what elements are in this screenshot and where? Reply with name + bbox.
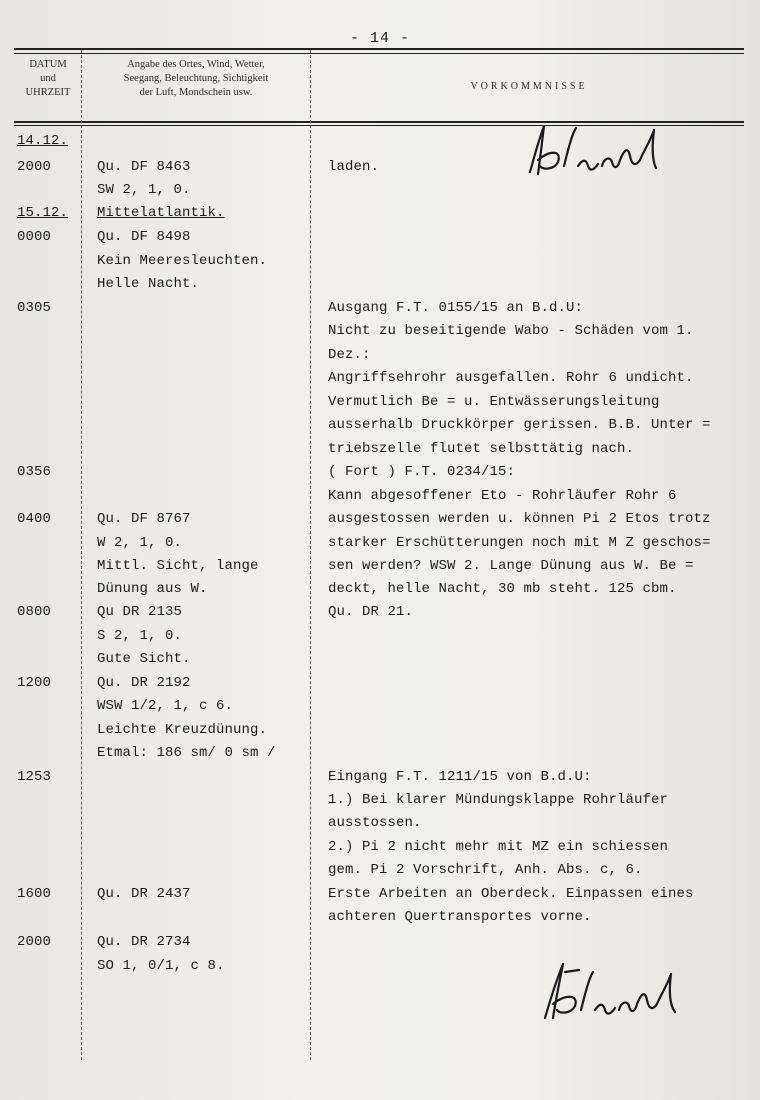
entry-place-line: Etmal: 186 sm/ 0 sm / bbox=[97, 745, 276, 761]
entry-event-line: Ausgang F.T. 0155/15 an B.d.U: bbox=[328, 300, 584, 316]
entry-event-line: Qu. DR 21. bbox=[328, 604, 414, 620]
entry-place-line: Qu. DF 8463 bbox=[97, 159, 191, 175]
entry-time: 0356 bbox=[17, 464, 52, 480]
signature-top bbox=[520, 120, 670, 180]
top-rule-thin bbox=[14, 53, 744, 54]
entry-time: 1600 bbox=[17, 886, 52, 902]
entry-time: 2000 bbox=[17, 934, 52, 950]
entry-time: 0305 bbox=[17, 300, 52, 316]
entry-time: 0800 bbox=[17, 604, 52, 620]
entry-place-line: Qu. DF 8767 bbox=[97, 511, 191, 527]
entry-place-line: Mittelatlantik. bbox=[97, 205, 225, 221]
header-date-column bbox=[16, 58, 80, 100]
entry-place-line: WSW 1/2, 1, c 6. bbox=[97, 698, 234, 714]
entry-time: 0400 bbox=[17, 511, 52, 527]
header-events-column: VORKOMMNISSE bbox=[470, 81, 588, 92]
entry-event-line: ausgestossen werden u. können Pi 2 Etos trotz bbox=[328, 511, 711, 527]
header-date-line: und bbox=[40, 73, 56, 84]
entry-place-line: Leichte Kreuzdünung. bbox=[97, 722, 268, 738]
header-place-line: Angabe des Ortes, Wind, Wetter, bbox=[127, 59, 265, 70]
entry-place-line: SO 1, 0/1, c 8. bbox=[97, 958, 225, 974]
entry-place-line: W 2, 1, 0. bbox=[97, 535, 183, 551]
entry-time: 1200 bbox=[17, 675, 52, 691]
entry-event-line: sen werden? WSW 2. Lange Dünung aus W. Be = bbox=[328, 558, 694, 574]
entry-event-line: Nicht zu beseitigende Wabo - Schäden vom 1. bbox=[328, 323, 694, 339]
entry-event-line: laden. bbox=[328, 159, 380, 175]
date-label: 15.12. bbox=[17, 205, 69, 221]
entry-event-line: 2.) Pi 2 nicht mehr mit MZ ein schiessen bbox=[328, 839, 669, 855]
entry-place-line: Dünung aus W. bbox=[97, 581, 208, 597]
column-divider-place bbox=[310, 50, 312, 1060]
entry-event-line: deckt, helle Nacht, 30 mb steht. 125 cbm. bbox=[328, 581, 677, 597]
signature-bottom bbox=[535, 960, 685, 1024]
entry-event-line: Dez.: bbox=[328, 347, 371, 363]
entry-place-line: Qu. DF 8498 bbox=[97, 229, 191, 245]
header-place-column bbox=[86, 58, 306, 100]
entry-event-line: starker Erschütterungen noch mit M Z geschos= bbox=[328, 535, 711, 551]
header-date-line: UHRZEIT bbox=[25, 87, 71, 98]
entry-place-line: Qu. DR 2192 bbox=[97, 675, 191, 691]
entry-time: 2000 bbox=[17, 159, 52, 175]
entry-event-line: ( Fort ) F.T. 0234/15: bbox=[328, 464, 516, 480]
entry-time: 0000 bbox=[17, 229, 52, 245]
entry-event-line: ausserhalb Druckkörper gerissen. B.B. Unter = bbox=[328, 417, 711, 433]
entry-event-line: Vermutlich Be = u. Entwässerungsleitung bbox=[328, 394, 660, 410]
header-place-line: der Luft, Mondschein usw. bbox=[139, 87, 253, 98]
entry-place-line: Helle Nacht. bbox=[97, 276, 200, 292]
entry-place-line: Gute Sicht. bbox=[97, 651, 191, 667]
page-number: - 14 - bbox=[349, 30, 410, 47]
entry-place-line: Qu. DR 2437 bbox=[97, 886, 191, 902]
header-date-line: DATUM bbox=[29, 59, 67, 70]
entry-event-line: Erste Arbeiten an Oberdeck. Einpassen eines bbox=[328, 886, 694, 902]
entry-place-line: Kein Meeresleuchten. bbox=[97, 253, 268, 269]
top-rule bbox=[14, 48, 744, 50]
entry-event-line: gem. Pi 2 Vorschrift, Anh. Abs. c, 6. bbox=[328, 862, 643, 878]
header-place-line: Seegang, Beleuchtung, Sichtigkeit bbox=[123, 73, 269, 84]
entry-event-line: 1.) Bei klarer Mündungsklappe Rohrläufer bbox=[328, 792, 669, 808]
entry-event-line: achteren Quertransportes vorne. bbox=[328, 909, 592, 925]
entry-place-line: Mittl. Sicht, lange bbox=[97, 558, 259, 574]
entry-place-line: Qu. DR 2734 bbox=[97, 934, 191, 950]
entry-place-line: SW 2, 1, 0. bbox=[97, 182, 191, 198]
date-label: 14.12. bbox=[17, 133, 69, 149]
entry-place-line: Qu DR 2135 bbox=[97, 604, 183, 620]
entry-event-line: Kann abgesoffener Eto - Rohrläufer Rohr 6 bbox=[328, 488, 677, 504]
entry-place-line: S 2, 1, 0. bbox=[97, 628, 183, 644]
entry-event-line: Eingang F.T. 1211/15 von B.d.U: bbox=[328, 769, 592, 785]
entry-event-line: ausstossen. bbox=[328, 815, 422, 831]
entry-time: 1253 bbox=[17, 769, 52, 785]
entry-event-line: triebszelle flutet selbsttätig nach. bbox=[328, 441, 635, 457]
column-divider-date bbox=[81, 50, 83, 1060]
entry-event-line: Angriffsehrohr ausgefallen. Rohr 6 undicht. bbox=[328, 370, 694, 386]
